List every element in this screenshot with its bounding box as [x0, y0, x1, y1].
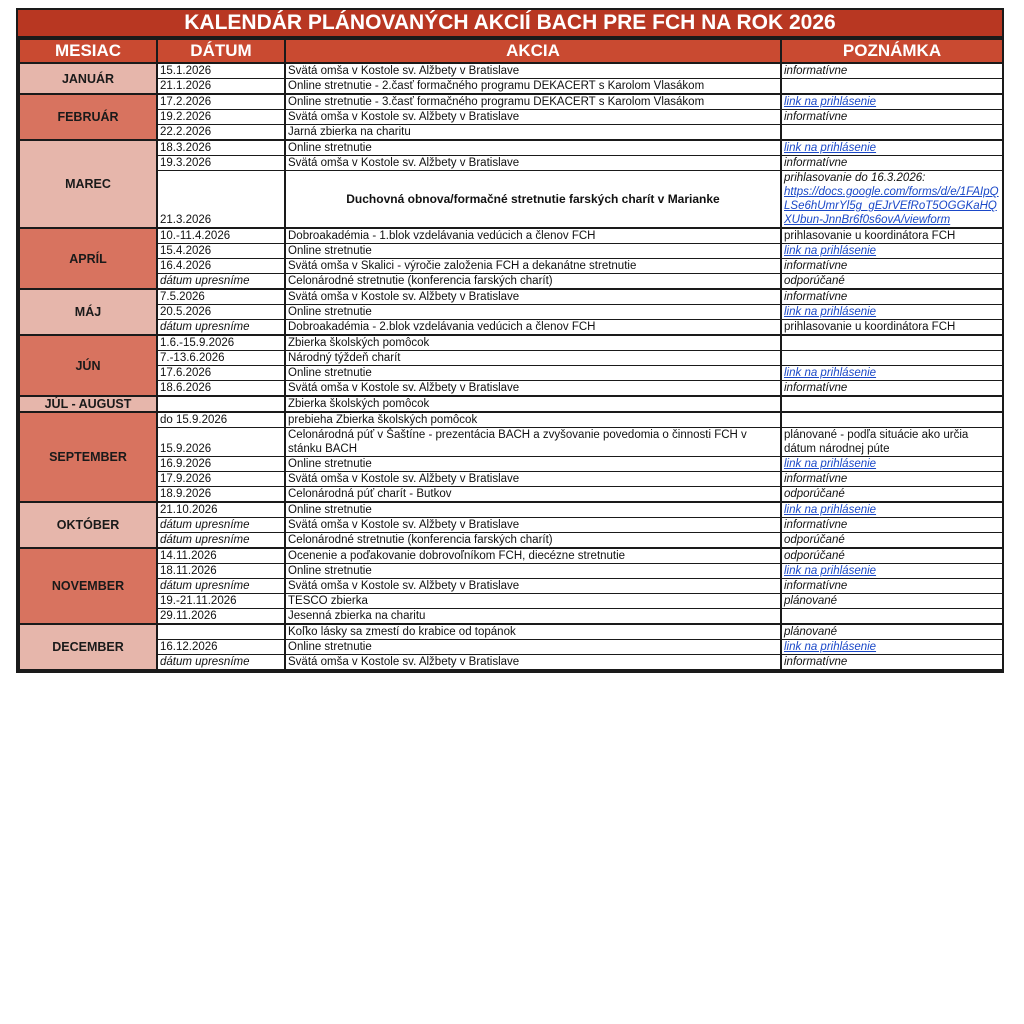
- registration-link[interactable]: link na prihlásenie: [781, 564, 1003, 579]
- event-cell: prebieha Zbierka školských pomôcok: [285, 412, 781, 428]
- note-cell: odporúčané: [781, 548, 1003, 564]
- date-cell: dátum upresníme: [157, 579, 285, 594]
- event-cell: Svätá omša v Kostole sv. Alžbety v Bratislave: [285, 381, 781, 397]
- date-cell: 7.5.2026: [157, 289, 285, 305]
- table-row: [19, 351, 1003, 366]
- header-mesiac: MESIAC: [19, 39, 157, 63]
- table-row: [19, 228, 1003, 244]
- table-row: [19, 259, 1003, 274]
- table-row: [19, 366, 1003, 381]
- registration-link[interactable]: link na prihlásenie: [781, 640, 1003, 655]
- date-cell: 19.-21.11.2026: [157, 594, 285, 609]
- event-cell: Svätá omša v Kostole sv. Alžbety v Bratislave: [285, 579, 781, 594]
- date-cell: dátum upresníme: [157, 655, 285, 671]
- header-akcia: AKCIA: [285, 39, 781, 63]
- month-cell: NOVEMBER: [19, 548, 157, 624]
- table-row: [19, 594, 1003, 609]
- date-cell: 20.5.2026: [157, 305, 285, 320]
- note-cell: [781, 125, 1003, 141]
- table-row: [19, 396, 1003, 412]
- event-cell: Svätá omša v Kostole sv. Alžbety v Bratislave: [285, 63, 781, 79]
- table-row: [19, 609, 1003, 625]
- table-row: [19, 156, 1003, 171]
- table-row: [19, 94, 1003, 110]
- date-cell: 18.3.2026: [157, 140, 285, 156]
- note-cell[interactable]: [781, 171, 1003, 229]
- date-cell: 15.1.2026: [157, 63, 285, 79]
- table-row: [19, 274, 1003, 290]
- note-cell: informatívne: [781, 579, 1003, 594]
- event-cell: Online stretnutie - 2.časť formačného programu DEKACERT s Karolom Vlasákom: [285, 79, 781, 95]
- table-row: [19, 457, 1003, 472]
- note-cell: [781, 412, 1003, 428]
- date-cell: 29.11.2026: [157, 609, 285, 625]
- month-cell: DECEMBER: [19, 624, 157, 670]
- table-row: [19, 502, 1003, 518]
- date-cell: 15.4.2026: [157, 244, 285, 259]
- note-cell: [781, 335, 1003, 351]
- registration-link[interactable]: link na prihlásenie: [781, 366, 1003, 381]
- table-row: [19, 335, 1003, 351]
- note-cell: [781, 396, 1003, 412]
- date-cell: 17.9.2026: [157, 472, 285, 487]
- event-cell: Zbierka školských pomôcok: [285, 335, 781, 351]
- event-cell: Ocenenie a poďakovanie dobrovoľníkom FCH, diecézne stretnutie: [285, 548, 781, 564]
- event-cell: Koľko lásky sa zmestí do krabice od topánok: [285, 624, 781, 640]
- table-row: [19, 305, 1003, 320]
- table-row: [19, 140, 1003, 156]
- event-cell: Celonárodné stretnutie (konferencia farských charít): [285, 533, 781, 549]
- event-cell: Jarná zbierka na charitu: [285, 125, 781, 141]
- event-cell: Svätá omša v Kostole sv. Alžbety v Bratislave: [285, 156, 781, 171]
- events-body: [19, 63, 1003, 670]
- note-cell: prihlasovanie u koordinátora FCH: [781, 320, 1003, 336]
- note-cell: informatívne: [781, 63, 1003, 79]
- table-row: [19, 579, 1003, 594]
- month-cell: MÁJ: [19, 289, 157, 335]
- table-row: [19, 171, 1003, 229]
- date-cell: 1.6.-15.9.2026: [157, 335, 285, 351]
- event-cell: Online stretnutie: [285, 366, 781, 381]
- month-cell: JÚL - AUGUST: [19, 396, 157, 412]
- header-poznamka: POZNÁMKA: [781, 39, 1003, 63]
- month-cell: JANUÁR: [19, 63, 157, 94]
- date-cell: 18.11.2026: [157, 564, 285, 579]
- event-cell: Svätá omša v Kostole sv. Alžbety v Bratislave: [285, 518, 781, 533]
- table-row: [19, 640, 1003, 655]
- note-cell: odporúčané: [781, 274, 1003, 290]
- date-cell: 19.3.2026: [157, 156, 285, 171]
- note-cell: informatívne: [781, 110, 1003, 125]
- event-cell: Celonárodné stretnutie (konferencia farských charít): [285, 274, 781, 290]
- event-cell: Duchovná obnova/formačné stretnutie farských charít v Marianke: [285, 171, 781, 229]
- note-cell: informatívne: [781, 472, 1003, 487]
- calendar-sheet: [16, 8, 1004, 673]
- date-cell: 16.12.2026: [157, 640, 285, 655]
- table-row: [19, 428, 1003, 457]
- note-cell: informatívne: [781, 156, 1003, 171]
- date-cell: 22.2.2026: [157, 125, 285, 141]
- table-row: [19, 624, 1003, 640]
- event-cell: Online stretnutie: [285, 457, 781, 472]
- events-table: [18, 38, 1004, 671]
- date-cell: 17.2.2026: [157, 94, 285, 110]
- table-row: [19, 564, 1003, 579]
- header-datum: DÁTUM: [157, 39, 285, 63]
- registration-form-link[interactable]: https://docs.google.com/forms/d/e/1FAIpQLSe6hUmrYl5g_gEJrVEfRoT5OGGKaHQXUbun-JnnBr6f0s6ovA/viewform: [784, 186, 999, 226]
- note-cell: informatívne: [781, 381, 1003, 397]
- table-row: [19, 79, 1003, 95]
- event-cell: Dobroakadémia - 2.blok vzdelávania vedúcich a členov FCH: [285, 320, 781, 336]
- note-cell: plánované: [781, 594, 1003, 609]
- table-row: [19, 63, 1003, 79]
- month-cell: SEPTEMBER: [19, 412, 157, 502]
- event-cell: Národný týždeň charít: [285, 351, 781, 366]
- event-cell: Jesenná zbierka na charitu: [285, 609, 781, 625]
- date-cell: 15.9.2026: [157, 428, 285, 457]
- event-cell: Svätá omša v Kostole sv. Alžbety v Bratislave: [285, 110, 781, 125]
- table-row: [19, 548, 1003, 564]
- table-row: [19, 381, 1003, 397]
- month-cell: JÚN: [19, 335, 157, 396]
- note-text: prihlasovanie do 16.3.2026:: [784, 172, 926, 184]
- event-cell: Zbierka školských pomôcok: [285, 396, 781, 412]
- note-cell: prihlasovanie u koordinátora FCH: [781, 228, 1003, 244]
- event-cell: Celonárodná púť v Šaštíne - prezentácia BACH a zvyšovanie povedomia o činnosti FCH v stánku BACH: [285, 428, 781, 457]
- event-cell: Online stretnutie: [285, 140, 781, 156]
- month-cell: APRÍL: [19, 228, 157, 289]
- month-cell: FEBRUÁR: [19, 94, 157, 140]
- event-cell: Celonárodná púť charít - Butkov: [285, 487, 781, 503]
- registration-link[interactable]: link na prihlásenie: [781, 305, 1003, 320]
- note-cell: informatívne: [781, 518, 1003, 533]
- event-cell: Svätá omša v Skalici - výročie založenia FCH a dekanátne stretnutie: [285, 259, 781, 274]
- table-row: [19, 487, 1003, 503]
- table-row: [19, 110, 1003, 125]
- event-cell: Dobroakadémia - 1.blok vzdelávania vedúcich a členov FCH: [285, 228, 781, 244]
- registration-link[interactable]: link na prihlásenie: [781, 244, 1003, 259]
- event-cell: Online stretnutie: [285, 640, 781, 655]
- date-cell: do 15.9.2026: [157, 412, 285, 428]
- note-cell: plánované: [781, 624, 1003, 640]
- table-row: [19, 125, 1003, 141]
- event-cell: Svätá omša v Kostole sv. Alžbety v Bratislave: [285, 472, 781, 487]
- event-cell: Online stretnutie - 3.časť formačného programu DEKACERT s Karolom Vlasákom: [285, 94, 781, 110]
- date-cell: dátum upresníme: [157, 533, 285, 549]
- date-cell: 19.2.2026: [157, 110, 285, 125]
- date-cell: 17.6.2026: [157, 366, 285, 381]
- event-cell: Svätá omša v Kostole sv. Alžbety v Bratislave: [285, 289, 781, 305]
- date-cell: 7.-13.6.2026: [157, 351, 285, 366]
- header-row: [19, 39, 1003, 63]
- note-cell: plánované - podľa situácie ako určia dátum národnej púte: [781, 428, 1003, 457]
- table-row: [19, 320, 1003, 336]
- note-cell: [781, 609, 1003, 625]
- sheet-title: KALENDÁR PLÁNOVANÝCH AKCIÍ BACH PRE FCH NA ROK 2026: [18, 10, 1002, 38]
- date-cell: [157, 624, 285, 640]
- date-cell: 21.3.2026: [157, 171, 285, 229]
- registration-link[interactable]: link na prihlásenie: [781, 140, 1003, 156]
- table-row: [19, 533, 1003, 549]
- date-cell: 16.9.2026: [157, 457, 285, 472]
- table-row: [19, 289, 1003, 305]
- date-cell: 18.6.2026: [157, 381, 285, 397]
- table-row: [19, 655, 1003, 671]
- note-cell: [781, 351, 1003, 366]
- date-cell: dátum upresníme: [157, 320, 285, 336]
- registration-link[interactable]: link na prihlásenie: [781, 457, 1003, 472]
- date-cell: 10.-11.4.2026: [157, 228, 285, 244]
- event-cell: Online stretnutie: [285, 244, 781, 259]
- note-cell: informatívne: [781, 259, 1003, 274]
- event-cell: TESCO zbierka: [285, 594, 781, 609]
- month-cell: MAREC: [19, 140, 157, 228]
- date-cell: dátum upresníme: [157, 274, 285, 290]
- date-cell: dátum upresníme: [157, 518, 285, 533]
- note-cell: [781, 79, 1003, 95]
- table-row: [19, 472, 1003, 487]
- date-cell: [157, 396, 285, 412]
- table-row: [19, 244, 1003, 259]
- registration-link[interactable]: link na prihlásenie: [781, 94, 1003, 110]
- event-cell: Online stretnutie: [285, 502, 781, 518]
- date-cell: 18.9.2026: [157, 487, 285, 503]
- table-row: [19, 518, 1003, 533]
- date-cell: 14.11.2026: [157, 548, 285, 564]
- date-cell: 16.4.2026: [157, 259, 285, 274]
- registration-link[interactable]: link na prihlásenie: [781, 502, 1003, 518]
- note-cell: informatívne: [781, 655, 1003, 671]
- event-cell: Svätá omša v Kostole sv. Alžbety v Bratislave: [285, 655, 781, 671]
- month-cell: OKTÓBER: [19, 502, 157, 548]
- note-cell: informatívne: [781, 289, 1003, 305]
- date-cell: 21.1.2026: [157, 79, 285, 95]
- note-cell: odporúčané: [781, 533, 1003, 549]
- note-cell: odporúčané: [781, 487, 1003, 503]
- event-cell: Online stretnutie: [285, 564, 781, 579]
- date-cell: 21.10.2026: [157, 502, 285, 518]
- table-row: [19, 412, 1003, 428]
- event-cell: Online stretnutie: [285, 305, 781, 320]
